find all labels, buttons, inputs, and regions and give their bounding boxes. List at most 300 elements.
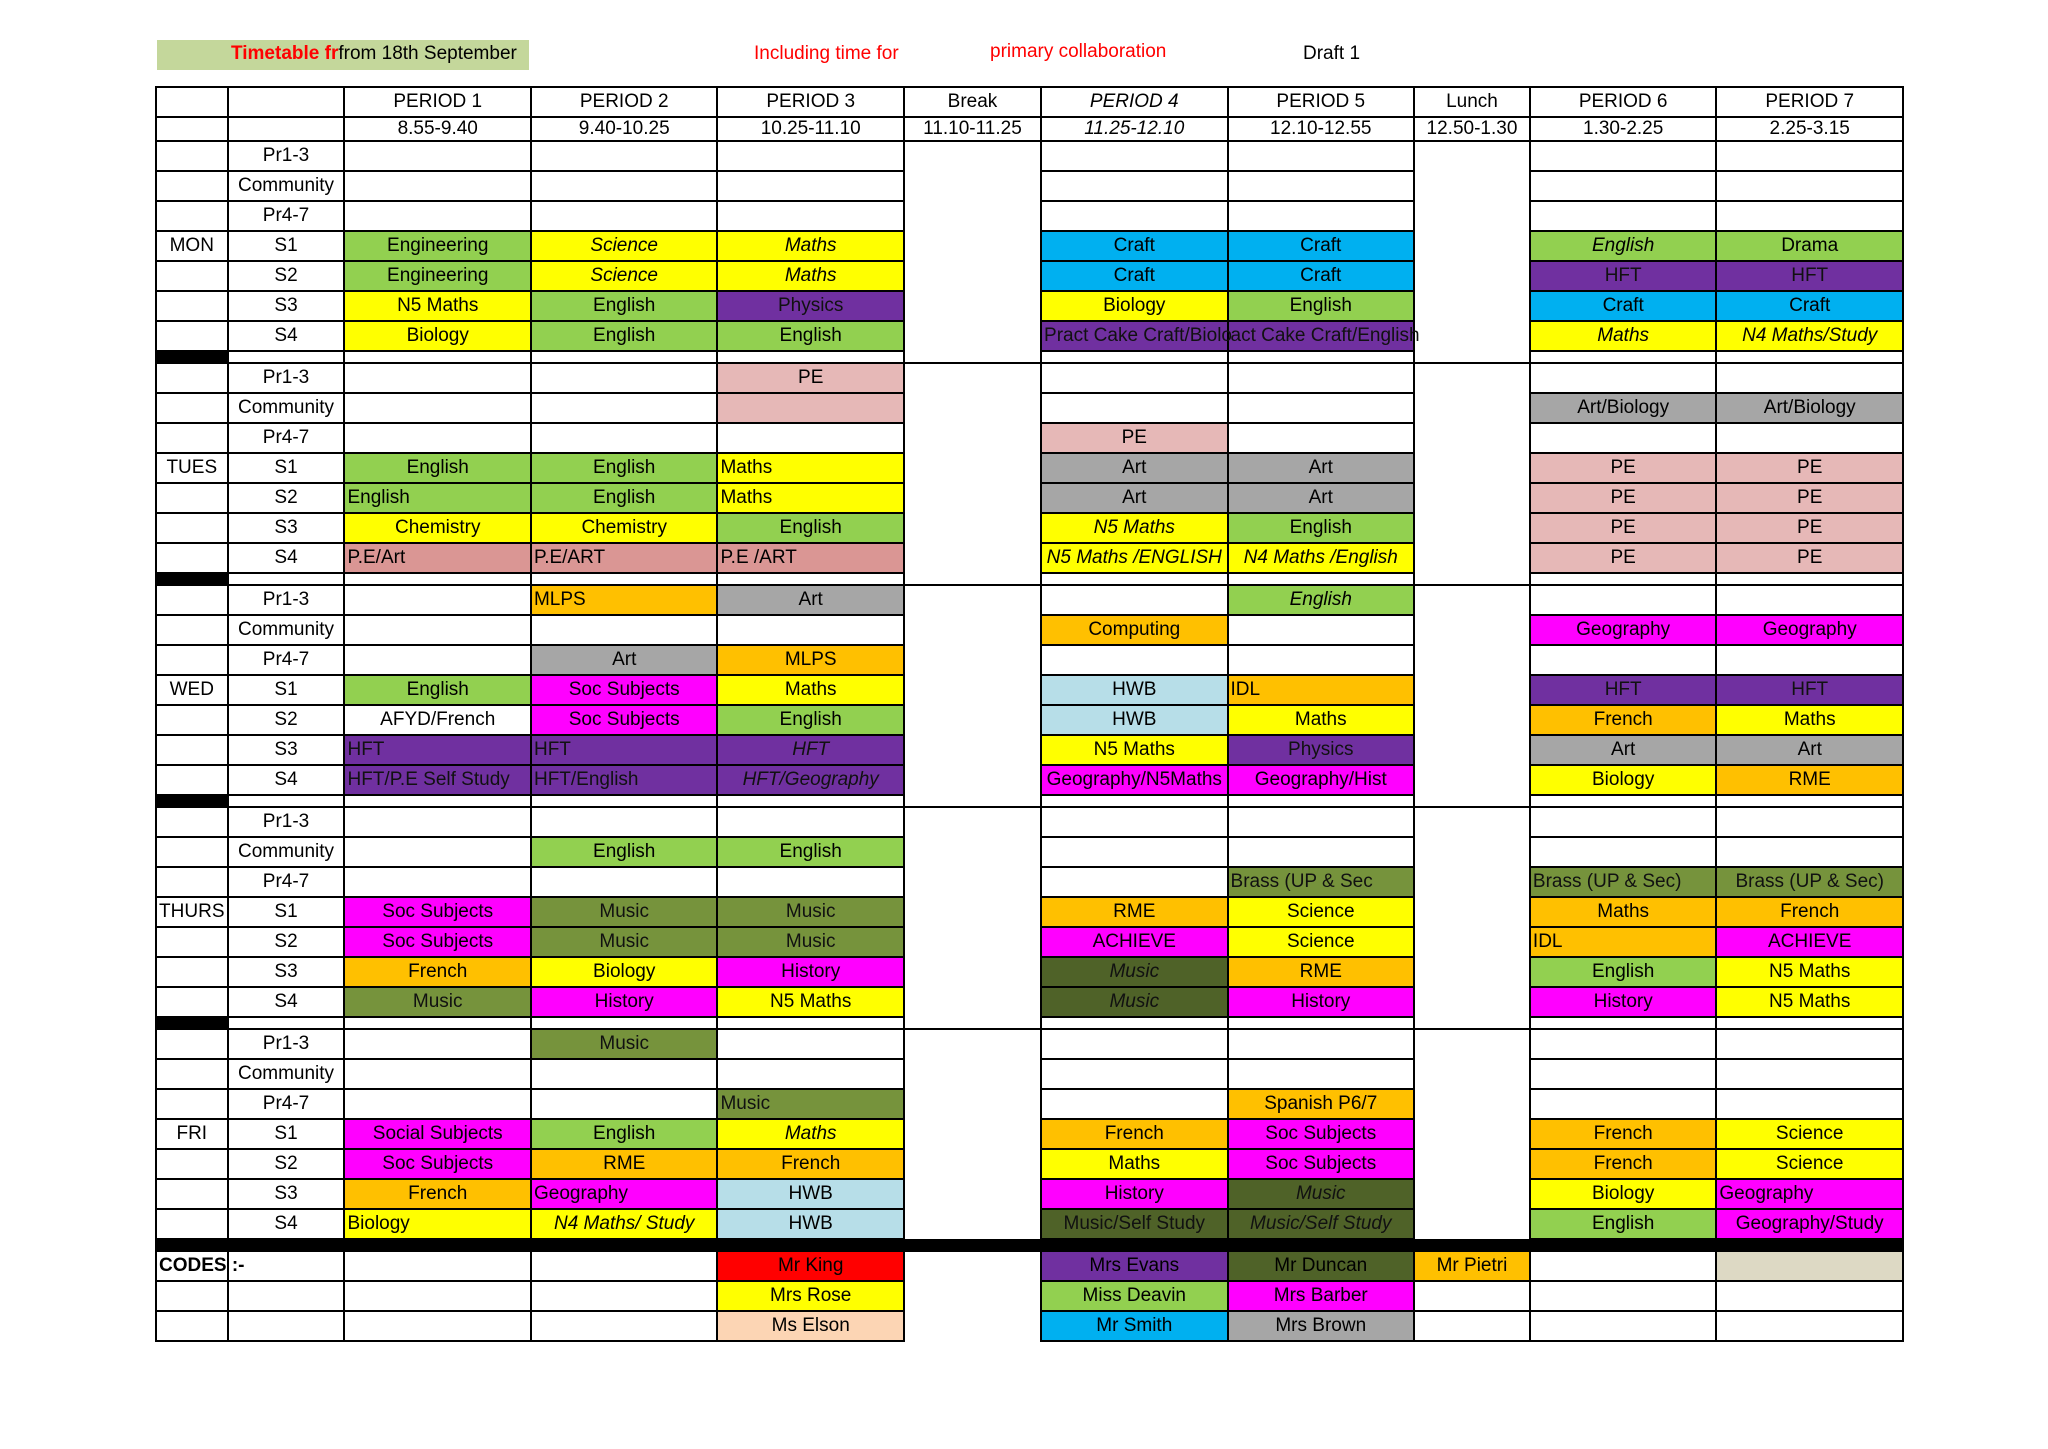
group-label: S3 [228,291,345,321]
group-label: Pr4-7 [228,1089,345,1119]
lunch-gap [1414,261,1530,291]
table-row [156,1089,1903,1119]
lesson-cell: N5 Maths [1716,957,1903,987]
lesson-cell: French [344,957,530,987]
day-label [156,1089,228,1119]
lesson-cell: HFT/P.E Self Study [344,765,530,795]
day-label [156,201,228,231]
title-part1: Timetable fr [231,43,339,64]
lesson-cell: N5 Maths [717,987,903,1017]
lesson-cell: Engineering [344,231,530,261]
lesson-cell: English [531,837,717,867]
group-label: S1 [228,675,345,705]
lesson-cell: Music [1041,987,1227,1017]
lesson-cell: English [531,321,717,351]
break-gap [904,585,1041,615]
lesson-cell [717,807,903,837]
lesson-cell: English [531,453,717,483]
lesson-cell [531,807,717,837]
break-gap [904,141,1041,171]
lesson-cell: Drama [1716,231,1903,261]
separator-cell [1530,1017,1716,1029]
separator-cell [1041,1239,1227,1251]
day-separator [156,1239,1903,1251]
separator-cell [717,1239,903,1251]
lesson-cell [531,171,717,201]
lesson-cell [1041,837,1227,867]
group-label: S4 [228,543,345,573]
day-label [156,483,228,513]
break-gap [904,675,1041,705]
day-separator [156,351,1903,363]
lunch-gap [1414,807,1530,837]
group-label: Pr1-3 [228,1029,345,1059]
lesson-cell: Art/Biology [1716,393,1903,423]
break-gap [904,231,1041,261]
break-gap [904,1029,1041,1059]
lesson-cell: English [1530,1209,1716,1239]
lesson-cell: Soc Subjects [531,705,717,735]
lesson-cell [1041,1059,1227,1089]
day-label [156,615,228,645]
day-label: WED [156,675,228,705]
table-row [156,705,1903,735]
lunch-gap [1414,393,1530,423]
table-row [156,363,1903,393]
lesson-cell [531,141,717,171]
lesson-cell: N5 Maths [344,291,530,321]
teacher-code: Mr Duncan [1228,1251,1414,1281]
lesson-cell: English [717,321,903,351]
lesson-cell [531,1089,717,1119]
separator-cell [228,1017,345,1029]
separator-cell [228,1239,345,1251]
lesson-cell: HWB [1041,675,1227,705]
codes-label: CODES :- [156,1251,228,1281]
lesson-cell [1716,807,1903,837]
lesson-cell: act Cake Craft/English [1228,321,1414,351]
teacher-code [1530,1281,1716,1311]
lesson-cell [1041,171,1227,201]
day-separator [156,795,1903,807]
lesson-cell: Soc Subjects [344,927,530,957]
lunch-gap [1414,585,1530,615]
codes-spacer [228,1281,345,1311]
break-gap [904,735,1041,765]
lesson-cell [344,1029,530,1059]
lesson-cell: Maths [1228,705,1414,735]
codes-spacer [228,1311,345,1341]
period-header: PERIOD 5 [1228,87,1414,117]
lesson-cell: PE [1716,483,1903,513]
group-label: S4 [228,1209,345,1239]
lesson-cell [717,615,903,645]
day-label: THURS [156,897,228,927]
teacher-code [1414,1311,1530,1341]
lesson-cell: Geography [1716,615,1903,645]
table-row [156,261,1903,291]
group-label: S2 [228,261,345,291]
lesson-cell [531,615,717,645]
lunch-gap [1414,645,1530,675]
lunch-gap [1414,1059,1530,1089]
lesson-cell [1228,393,1414,423]
lesson-cell [1530,201,1716,231]
separator-cell [1530,351,1716,363]
lesson-cell: Geography/Study [1716,1209,1903,1239]
lesson-cell [344,423,530,453]
lesson-cell [1530,837,1716,867]
lesson-cell: HFT [1716,261,1903,291]
separator-cell [531,795,717,807]
teacher-code: Mrs Brown [1228,1311,1414,1341]
lesson-cell: Science [531,261,717,291]
group-label: S1 [228,453,345,483]
lesson-cell: French [717,1149,903,1179]
separator-cell [1041,573,1227,585]
lesson-cell: Maths [717,483,903,513]
lesson-cell: History [531,987,717,1017]
day-label [156,987,228,1017]
lesson-cell: Art [1530,735,1716,765]
separator-cell [344,1239,530,1251]
group-label: S2 [228,483,345,513]
day-label [156,837,228,867]
lesson-cell [1530,171,1716,201]
group-label: Community [228,1059,345,1089]
break-gap [904,483,1041,513]
separator-cell [1041,1017,1227,1029]
lesson-cell [717,423,903,453]
lesson-cell [1041,867,1227,897]
separator-cell [1414,351,1530,363]
lesson-cell: RME [1716,765,1903,795]
lesson-cell [1530,141,1716,171]
day-label [156,1149,228,1179]
table-row [156,231,1903,261]
teacher-code: Mrs Evans [1041,1251,1227,1281]
break-gap [904,363,1041,393]
table-row [156,645,1903,675]
lesson-cell [1228,807,1414,837]
separator-cell [1530,795,1716,807]
lesson-cell: Pract Cake Craft/Biolo [1041,321,1227,351]
timetable-title [231,42,517,66]
corner-cell [156,87,228,117]
lesson-cell [1716,585,1903,615]
separator-cell [1041,351,1227,363]
lesson-cell: English [344,453,530,483]
lesson-cell: Science [1716,1119,1903,1149]
lesson-cell [1228,141,1414,171]
teacher-code [1530,1251,1716,1281]
separator-cell [1414,573,1530,585]
break-gap [904,291,1041,321]
lesson-cell: Soc Subjects [531,675,717,705]
lesson-cell: Social Subjects [344,1119,530,1149]
table-row [156,423,1903,453]
day-label [156,393,228,423]
group-label: S2 [228,1149,345,1179]
lunch-gap [1414,837,1530,867]
period-header: Lunch [1414,87,1530,117]
lesson-cell [531,423,717,453]
lesson-cell [1228,1029,1414,1059]
lunch-gap [1414,1029,1530,1059]
break-gap [904,987,1041,1017]
lesson-cell [1530,1029,1716,1059]
lesson-cell [1041,363,1227,393]
table-row [156,585,1903,615]
teacher-code [344,1281,530,1311]
lunch-gap [1414,363,1530,393]
separator-cell [156,573,228,585]
lesson-cell: Maths [717,261,903,291]
teacher-code: Mrs Rose [717,1281,903,1311]
lesson-cell: History [1041,1179,1227,1209]
lesson-cell: English [344,483,530,513]
lesson-cell [1228,171,1414,201]
table-row [156,543,1903,573]
group-label: S3 [228,957,345,987]
lesson-cell: N5 Maths /ENGLISH [1041,543,1227,573]
lesson-cell [1530,1089,1716,1119]
table-row [156,675,1903,705]
separator-cell [717,573,903,585]
group-label: S1 [228,231,345,261]
lesson-cell: Craft [1530,291,1716,321]
lesson-cell: Engineering [344,261,530,291]
break-gap [904,1119,1041,1149]
day-label [156,321,228,351]
period-header: PERIOD 7 [1716,87,1903,117]
separator-cell [531,573,717,585]
lesson-cell: Spanish P6/7 [1228,1089,1414,1119]
separator-cell [344,351,530,363]
table-row [156,291,1903,321]
lunch-gap [1414,453,1530,483]
day-label [156,927,228,957]
teacher-code [1530,1311,1716,1341]
lesson-cell [717,1059,903,1089]
lesson-cell: N5 Maths [1716,987,1903,1017]
separator-cell [904,1239,1041,1251]
teacher-code: Mr Pietri [1414,1251,1530,1281]
table-row [156,987,1903,1017]
lesson-cell [344,585,530,615]
lesson-cell: English [1530,231,1716,261]
teacher-code: Ms Elson [717,1311,903,1341]
period-header: PERIOD 1 [344,87,530,117]
teacher-code [1414,1281,1530,1311]
codes-gap [904,1311,1041,1341]
lesson-cell: Geography/Hist [1228,765,1414,795]
lesson-cell: PE [1530,453,1716,483]
lesson-cell: Art [717,585,903,615]
group-label: Pr4-7 [228,201,345,231]
separator-cell [531,1017,717,1029]
lesson-cell: HFT/Geography [717,765,903,795]
separator-cell [156,351,228,363]
table-row [156,927,1903,957]
break-gap [904,867,1041,897]
period-time: 12.50-1.30 [1414,117,1530,141]
table-row [156,1149,1903,1179]
lunch-gap [1414,1119,1530,1149]
break-gap [904,1179,1041,1209]
lesson-cell [344,615,530,645]
group-label: Community [228,615,345,645]
break-gap [904,453,1041,483]
lesson-cell: History [1530,987,1716,1017]
lesson-cell: Craft [1228,231,1414,261]
period-header: PERIOD 2 [531,87,717,117]
period-header: PERIOD 3 [717,87,903,117]
lesson-cell: PE [1530,543,1716,573]
table-row [156,201,1903,231]
lesson-cell: RME [531,1149,717,1179]
day-label [156,867,228,897]
group-label: Pr4-7 [228,423,345,453]
lesson-cell [1228,1059,1414,1089]
lesson-cell [1041,1029,1227,1059]
lesson-cell [1530,807,1716,837]
lesson-cell [1716,1089,1903,1119]
lesson-cell: Brass (UP & Sec) [1530,867,1716,897]
day-label [156,585,228,615]
lesson-cell: P.E/Art [344,543,530,573]
lesson-cell: PE [1716,453,1903,483]
group-label: Pr1-3 [228,363,345,393]
lesson-cell: Music [344,987,530,1017]
lesson-cell: PE [1716,513,1903,543]
day-label: TUES [156,453,228,483]
period-time: 11.25-12.10 [1041,117,1227,141]
lesson-cell [1228,201,1414,231]
separator-cell [531,1239,717,1251]
lunch-gap [1414,543,1530,573]
table-row [156,1029,1903,1059]
lunch-gap [1414,1089,1530,1119]
lesson-cell: AFYD/French [344,705,530,735]
lesson-cell: French [1530,705,1716,735]
lesson-cell: PE [1716,543,1903,573]
lesson-cell: RME [1041,897,1227,927]
separator-cell [1716,351,1903,363]
lesson-cell: English [531,291,717,321]
codes-gap [904,1281,1041,1311]
break-gap [904,897,1041,927]
table-row [156,1059,1903,1089]
table-row [156,141,1903,171]
period-header: PERIOD 6 [1530,87,1716,117]
lesson-cell: MLPS [717,645,903,675]
lesson-cell [1716,201,1903,231]
lunch-gap [1414,867,1530,897]
break-gap [904,645,1041,675]
teacher-code [531,1311,717,1341]
lesson-cell [1530,363,1716,393]
separator-cell [228,795,345,807]
lesson-cell [717,1029,903,1059]
lesson-cell: HWB [717,1209,903,1239]
lesson-cell: English [531,1119,717,1149]
codes-gap [904,1251,1041,1281]
break-gap [904,837,1041,867]
lesson-cell: Physics [717,291,903,321]
day-label [156,291,228,321]
break-gap [904,615,1041,645]
break-gap [904,957,1041,987]
lesson-cell: French [1530,1149,1716,1179]
lesson-cell: RME [1228,957,1414,987]
group-label: Pr1-3 [228,807,345,837]
break-gap [904,171,1041,201]
table-row [156,957,1903,987]
lesson-cell: PE [717,363,903,393]
table-row [156,171,1903,201]
day-label [156,363,228,393]
codes-row [156,1281,1903,1311]
break-gap [904,1089,1041,1119]
separator-cell [1228,351,1414,363]
table-row [156,867,1903,897]
lesson-cell: Soc Subjects [344,897,530,927]
lunch-gap [1414,201,1530,231]
lesson-cell: Music [1041,957,1227,987]
lesson-cell [1716,837,1903,867]
day-label [156,765,228,795]
lesson-cell [531,201,717,231]
lesson-cell: Craft [1041,231,1227,261]
break-gap [904,705,1041,735]
group-label: S4 [228,765,345,795]
lunch-gap [1414,483,1530,513]
break-gap [904,201,1041,231]
lunch-gap [1414,1209,1530,1239]
period-time: 2.25-3.15 [1716,117,1903,141]
lesson-cell: Music [717,897,903,927]
lesson-cell: Music [531,897,717,927]
lesson-cell: Science [1228,897,1414,927]
day-label [156,1029,228,1059]
lesson-cell: Physics [1228,735,1414,765]
lesson-cell: HFT [1530,261,1716,291]
teacher-code [531,1281,717,1311]
lesson-cell [1228,837,1414,867]
lesson-cell: Art/Biology [1530,393,1716,423]
lesson-cell: HFT [1530,675,1716,705]
period-time: 11.10-11.25 [904,117,1041,141]
separator-cell [344,795,530,807]
lesson-cell [1041,141,1227,171]
lesson-cell: HFT [344,735,530,765]
timetable-grid [155,86,1904,1342]
lesson-cell: Music [1228,1179,1414,1209]
lesson-cell [531,1059,717,1089]
table-row [156,807,1903,837]
table-row [156,513,1903,543]
lesson-cell [1716,1029,1903,1059]
separator-cell [1414,1017,1530,1029]
lunch-gap [1414,675,1530,705]
lesson-cell: Soc Subjects [344,1149,530,1179]
separator-cell [1228,1239,1414,1251]
corner-cell [156,117,228,141]
day-label [156,705,228,735]
separator-cell [717,351,903,363]
lesson-cell: Soc Subjects [1228,1149,1414,1179]
